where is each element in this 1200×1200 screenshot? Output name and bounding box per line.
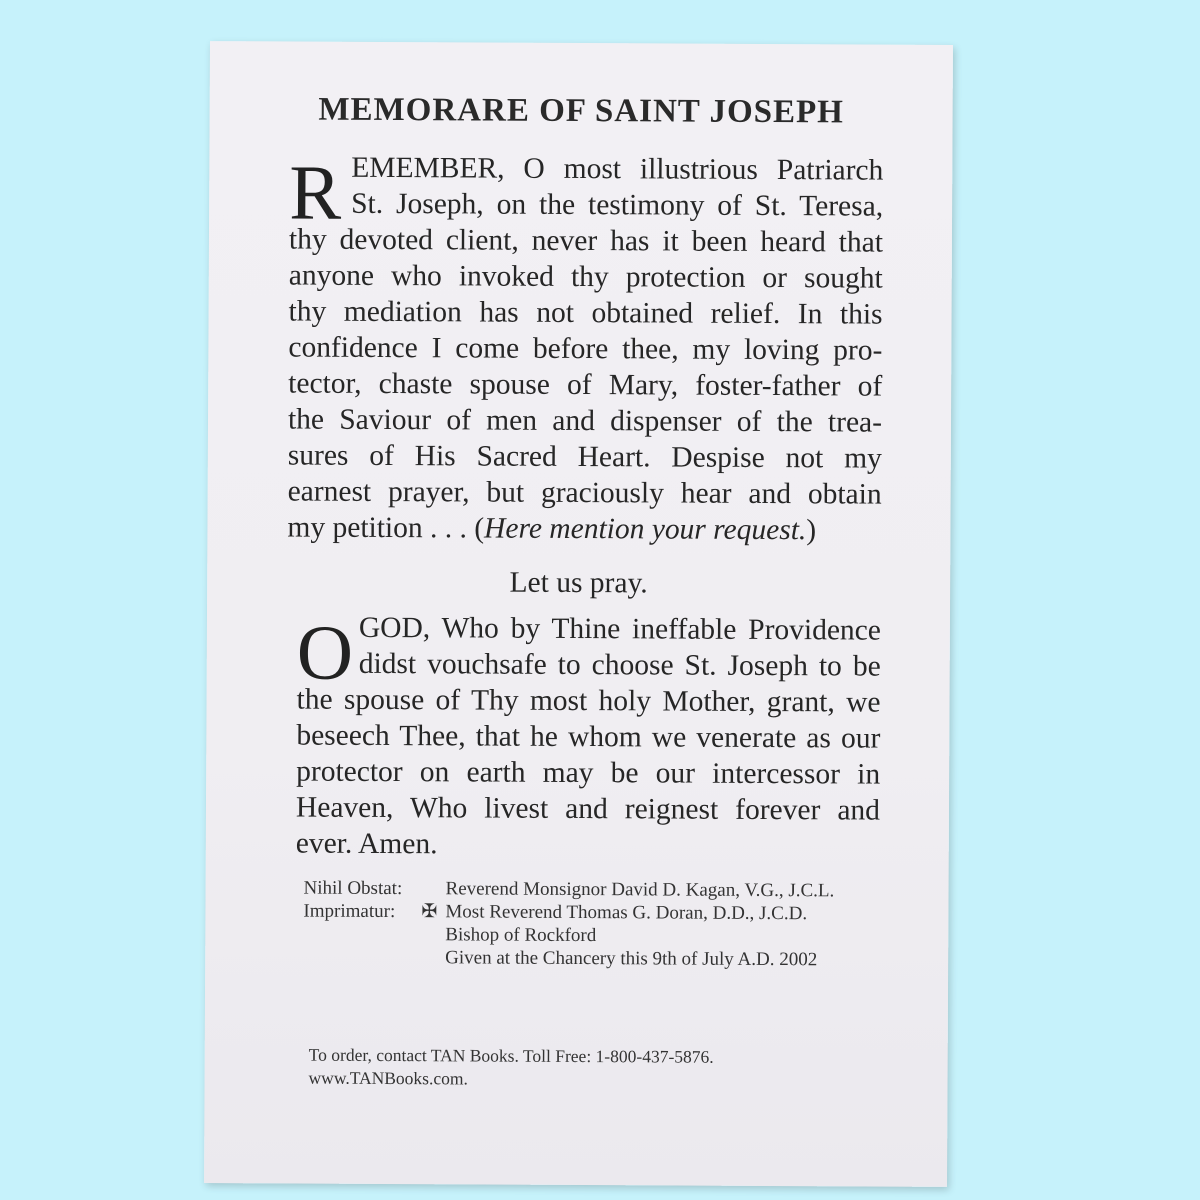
nihil-obstat-value: Reverend Monsignor David D. Kagan, V.G., J.C.L. [445, 878, 835, 902]
memorare-line: anyone who invoked thy protection or sought [288, 259, 883, 295]
memorare-line: confidence I come before thee, my loving pro- [288, 331, 883, 367]
prayer-text [296, 610, 881, 865]
prayer-line: ever. Amen. [295, 827, 438, 861]
memorare-line: EMEMBER, O most illustrious Patriarch [351, 151, 884, 187]
imprimatur-line: Most Reverend Thomas G. Doran, D.D., J.C.D. [445, 901, 808, 925]
imprimatur-line: Given at the Chancery this 9th of July A.D. 2002 [445, 947, 818, 971]
nihil-obstat-label: Nihil Obstat: [303, 877, 403, 900]
let-us-pray-heading: Let us pray. [509, 566, 648, 600]
ecclesiastical-approvals [303, 877, 834, 972]
order-contact-line: To order, contact TAN Books. Toll Free: 1-800-437-5876. [308, 1044, 714, 1067]
memorare-line: the Saviour of men and dispenser of the trea- [287, 403, 883, 439]
imprimatur-value [445, 900, 817, 971]
prayer-title: MEMORARE OF SAINT JOSEPH [318, 91, 844, 131]
memorare-line: thy devoted client, never has it been heard that [288, 223, 884, 259]
prayer-line: the spouse of Thy most holy Mother, grant, we [296, 683, 881, 719]
nihil-obstat-row [304, 877, 835, 903]
memorare-line: sures of His Sacred Heart. Despise not my [287, 439, 882, 475]
prayer-dropcap: O [296, 608, 354, 696]
prayer-line: didst vouchsafe to choose St. Joseph to be [358, 647, 881, 683]
prayer-card [204, 41, 953, 1187]
last-line-suffix: ) [806, 514, 817, 547]
memorare-line: tector, chaste spouse of Mary, foster-father of [288, 367, 883, 403]
last-line-prefix: my petition . . . ( [287, 511, 485, 545]
imprimatur-label: Imprimatur: [303, 900, 396, 923]
prayer-line: protector on earth may be our intercessor in [296, 755, 881, 791]
imprimatur-line: Bishop of Rockford [445, 924, 597, 947]
memorare-text [287, 149, 883, 548]
request-instruction: Here mention your request. [484, 512, 807, 547]
prayer-line: Heaven, Who livest and reignest forever and [295, 791, 881, 827]
order-info [309, 1044, 714, 1092]
memorare-line: thy mediation has not obtained relief. In this [288, 295, 883, 331]
order-website: www.TANBooks.com. [308, 1067, 468, 1089]
imprimatur-row [303, 900, 834, 972]
prayer-line: beseech Thee, that he whom we venerate as our [296, 719, 881, 755]
memorare-line: earnest prayer, but graciously hear and obtain [287, 475, 882, 511]
memorare-line: St. Joseph, on the testimony of St. Teresa, [351, 187, 884, 223]
memorare-last-line [287, 509, 881, 548]
memorare-dropcap: R [288, 148, 342, 236]
prayer-line: GOD, Who by Thine ineffable Providence [358, 611, 882, 647]
